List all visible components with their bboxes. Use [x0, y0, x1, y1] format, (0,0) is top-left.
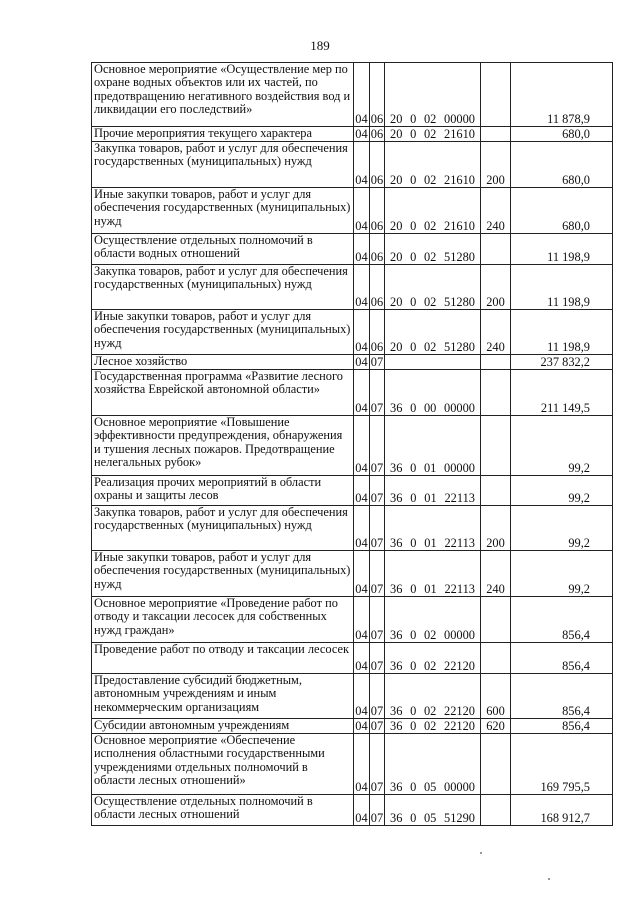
- table-row: [92, 643, 613, 674]
- row-name: Предоставление субсидий бюджетным, автономным учреждениям и иным некоммерческим организациям: [92, 674, 354, 719]
- row-name: Проведение работ по отводу и таксации лесосек: [92, 643, 354, 674]
- row-target-code: 36 0 05 51290: [385, 795, 481, 826]
- scan-speck: [480, 852, 482, 854]
- row-subsection-code: 06: [370, 63, 385, 127]
- row-expense-type: 240: [481, 188, 511, 234]
- scan-speck: [548, 878, 550, 880]
- row-name: Реализация прочих мероприятий в области охраны и защиты лесов: [92, 476, 354, 506]
- table-row: [92, 416, 613, 476]
- row-sum: 856,4: [511, 643, 613, 674]
- row-sum: 99,2: [511, 506, 613, 551]
- row-subsection-code: 07: [370, 506, 385, 551]
- page-number: 189: [310, 38, 330, 53]
- row-subsection-code: 07: [370, 597, 385, 643]
- row-sum: 856,4: [511, 719, 613, 734]
- row-sum: 856,4: [511, 674, 613, 719]
- row-subsection-code: 07: [370, 370, 385, 416]
- table-row: [92, 355, 613, 370]
- row-target-code: 36 0 02 00000: [385, 597, 481, 643]
- row-subsection-code: 07: [370, 355, 384, 369]
- row-target-code: 20 0 02 51280: [385, 234, 481, 265]
- row-section-code: 04: [354, 142, 370, 188]
- row-name: Иные закупки товаров, работ и услуг для обеспечения государственных (муниципальных) нужд: [92, 310, 354, 355]
- row-name: Закупка товаров, работ и услуг для обеспечения государственных (муниципальных) нужд: [92, 142, 354, 188]
- row-name: Прочие мероприятия текущего характера: [92, 127, 354, 142]
- budget-table: [91, 62, 613, 826]
- table-row: [92, 506, 613, 551]
- row-expense-type: [481, 416, 511, 476]
- row-sum: 237 832,2: [511, 355, 613, 370]
- row-sum: 11 198,9: [511, 310, 613, 355]
- row-expense-type: [481, 234, 511, 265]
- row-expense-type: [481, 795, 511, 826]
- row-sum: 211 149,5: [511, 370, 613, 416]
- row-name: Осуществление отдельных полномочий в области лесных отношений: [92, 795, 354, 826]
- row-sum: 99,2: [511, 476, 613, 506]
- row-sum: 680,0: [511, 127, 613, 142]
- table-row: [92, 63, 613, 127]
- table-row: [92, 476, 613, 506]
- row-target-code: 36 0 00 00000: [385, 370, 481, 416]
- row-subsection-code: 06: [370, 127, 384, 141]
- row-target-code: 20 0 02 21610: [385, 188, 481, 234]
- row-subsection-code: 06: [370, 234, 385, 265]
- table-row: [92, 370, 613, 416]
- row-section-code: 04: [354, 506, 370, 551]
- row-sum: 11 878,9: [511, 63, 613, 127]
- row-section-code: 04: [354, 370, 370, 416]
- row-target-code: 36 0 01 22113: [385, 551, 481, 597]
- row-sum: 680,0: [511, 142, 613, 188]
- row-name: Субсидии автономным учреждениям: [92, 719, 354, 734]
- row-section-code: 04: [354, 643, 370, 674]
- row-name: Закупка товаров, работ и услуг для обеспечения государственных (муниципальных) нужд: [92, 506, 354, 551]
- row-subsection-code: 07: [370, 643, 385, 674]
- row-sum: 99,2: [511, 551, 613, 597]
- row-expense-type: 200: [481, 142, 511, 188]
- row-name: Основное мероприятие «Осуществление мер по охране водных объектов или их частей, по предотвращению негативного воздействия вод и ликвидации его последствий»: [92, 63, 354, 127]
- row-section-code: 04: [354, 476, 370, 506]
- row-target-code: 36 0 02 22120: [385, 643, 481, 674]
- row-sum: 680,0: [511, 188, 613, 234]
- row-section-code: 04: [354, 674, 370, 719]
- row-expense-type: 240: [481, 551, 511, 597]
- table-row: [92, 795, 613, 826]
- row-section-code: 04: [354, 795, 370, 826]
- row-target-code: 20 0 02 00000: [385, 63, 481, 127]
- row-expense-type: [481, 734, 511, 795]
- row-section-code: 04: [354, 188, 370, 234]
- row-expense-type: [481, 370, 511, 416]
- table-row: [92, 719, 613, 734]
- row-subsection-code: 07: [370, 719, 384, 733]
- row-target-code: 36 0 02 22120: [385, 674, 481, 719]
- table-row: [92, 234, 613, 265]
- row-expense-type: [481, 643, 511, 674]
- row-section-code: 04: [354, 63, 370, 127]
- row-name: Закупка товаров, работ и услуг для обеспечения государственных (муниципальных) нужд: [92, 265, 354, 310]
- row-section-code: 04: [354, 734, 370, 795]
- row-target-code: 36 0 01 22113: [385, 476, 481, 506]
- row-subsection-code: 07: [370, 734, 385, 795]
- row-expense-type: [481, 355, 511, 370]
- row-section-code: 04: [354, 597, 370, 643]
- row-target-code: 20 0 02 21610: [385, 127, 481, 142]
- row-subsection-code: 06: [370, 265, 385, 310]
- row-target-code: 36 0 05 00000: [385, 734, 481, 795]
- row-expense-type: 600: [481, 674, 511, 719]
- row-target-code: 20 0 02 51280: [385, 310, 481, 355]
- row-sum: 11 198,9: [511, 234, 613, 265]
- row-section-code: 04: [354, 551, 370, 597]
- row-subsection-code: 07: [370, 674, 385, 719]
- row-section-code: 04: [354, 310, 370, 355]
- row-target-code: 36 0 02 22120: [385, 719, 481, 734]
- row-target-code: 20 0 02 51280: [385, 265, 481, 310]
- row-subsection-code: 07: [370, 551, 385, 597]
- row-name: Государственная программа «Развитие лесного хозяйства Еврейской автономной области»: [92, 370, 354, 416]
- table-row: [92, 551, 613, 597]
- row-sum: 169 795,5: [511, 734, 613, 795]
- row-target-code: 36 0 01 22113: [385, 506, 481, 551]
- row-expense-type: 200: [481, 506, 511, 551]
- row-expense-type: 240: [481, 310, 511, 355]
- table-row: [92, 142, 613, 188]
- budget-table-body: [92, 63, 613, 826]
- row-subsection-code: 06: [370, 188, 385, 234]
- row-name: Иные закупки товаров, работ и услуг для обеспечения государственных (муниципальных) нужд: [92, 188, 354, 234]
- row-target-code: 20 0 02 21610: [385, 142, 481, 188]
- row-subsection-code: 07: [370, 795, 385, 826]
- row-section-code: 04: [355, 355, 368, 369]
- table-row: [92, 597, 613, 643]
- row-subsection-code: 07: [370, 476, 385, 506]
- row-name: Основное мероприятие «Повышение эффективности предупреждения, обнаружения и тушения лесных пожаров. Предотвращение нелегальных рубок»: [92, 416, 354, 476]
- row-expense-type: [481, 127, 511, 142]
- table-row: [92, 265, 613, 310]
- row-section-code: 04: [355, 127, 368, 141]
- row-name: Основное мероприятие «Проведение работ по отводу и таксации лесосек для собственных нужд граждан»: [92, 597, 354, 643]
- row-sum: 168 912,7: [511, 795, 613, 826]
- row-expense-type: [481, 476, 511, 506]
- row-subsection-code: 06: [370, 310, 385, 355]
- table-row: [92, 188, 613, 234]
- row-sum: 11 198,9: [511, 265, 613, 310]
- row-sum: 99,2: [511, 416, 613, 476]
- row-expense-type: 620: [481, 719, 511, 734]
- row-section-code: 04: [354, 265, 370, 310]
- table-row: [92, 734, 613, 795]
- table-row: [92, 310, 613, 355]
- row-section-code: 04: [354, 416, 370, 476]
- table-row: [92, 674, 613, 719]
- row-name: Лесное хозяйство: [92, 355, 354, 370]
- row-section-code: 04: [354, 234, 370, 265]
- row-target-code: 36 0 01 00000: [385, 416, 481, 476]
- row-subsection-code: 06: [370, 142, 385, 188]
- row-section-code: 04: [355, 719, 368, 733]
- row-subsection-code: 07: [370, 416, 385, 476]
- row-target-code: [385, 355, 481, 370]
- row-name: Осуществление отдельных полномочий в области водных отношений: [92, 234, 354, 265]
- row-expense-type: 200: [481, 265, 511, 310]
- row-name: Иные закупки товаров, работ и услуг для обеспечения государственных (муниципальных) нужд: [92, 551, 354, 597]
- row-sum: 856,4: [511, 597, 613, 643]
- row-expense-type: [481, 597, 511, 643]
- row-name: Основное мероприятие «Обеспечение исполнения областными государственными учреждениями отдельных полномочий в области лесных отношений»: [92, 734, 354, 795]
- table-row: [92, 127, 613, 142]
- row-expense-type: [481, 63, 511, 127]
